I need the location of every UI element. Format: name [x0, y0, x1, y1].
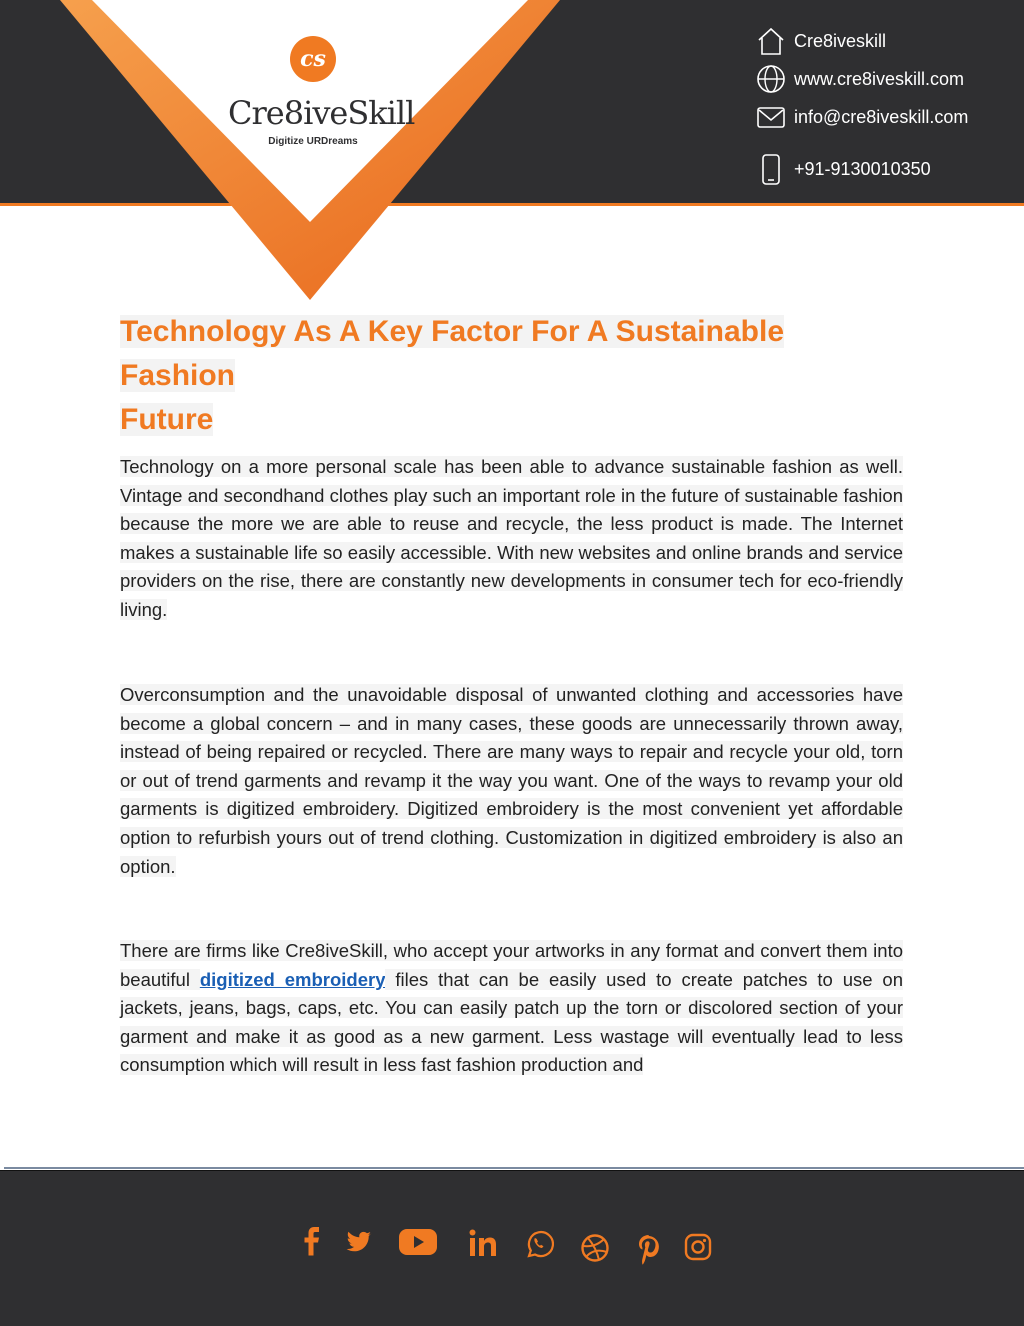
paragraph-3-text-before: There are firms like Cre8iveSkill, who accept your artworks in any format and convert them into beautiful: [120, 940, 903, 990]
company-logo[interactable]: [228, 36, 415, 156]
contact-email-text: info@cre8iveskill.com: [794, 107, 969, 127]
contact-company-text: Cre8iveskill: [794, 31, 887, 51]
contact-phone-text: +91-9130010350: [794, 159, 931, 179]
contact-email[interactable]: [756, 102, 1016, 134]
paragraph-3-text-after: files that can be easily used to create patches to use on jackets, jeans, bags, caps, etc. You can easily patch up the torn or discolored section of your garment and make it as good as a new garment. Less wastage will eventually lead to less consumption which will result in less fast fashion production and: [120, 968, 903, 1076]
paragraph-1-text: Technology on a more personal scale has been able to advance sustainable fashion as well. Vintage and secondhand clothes play such an important role in the future of sustainable fashion because the more we are able to reuse and recycle, the less product is made. The Internet makes a sustainable life so easily accessible. With new websites and online brands and service providers on the rise, there are constantly new developments in consumer tech for eco-friendly living.: [120, 456, 903, 620]
globe-icon: [756, 64, 786, 94]
facebook-icon[interactable]: [300, 1223, 322, 1257]
paragraph-3: [120, 937, 903, 1080]
dribbble-icon[interactable]: [580, 1233, 610, 1263]
article-title: [120, 310, 880, 442]
phone-icon: [756, 154, 786, 186]
footer-divider: [4, 1167, 1024, 1169]
paragraph-2: [120, 681, 903, 881]
home-icon: [756, 26, 786, 56]
article-title-line1: Technology As A Key Factor For A Sustainable Fashion: [120, 315, 784, 392]
page-footer: [0, 1170, 1024, 1326]
contact-company: [756, 26, 1016, 58]
mail-icon: [756, 102, 786, 132]
contact-website-text: www.cre8iveskill.com: [794, 69, 965, 89]
paragraph-1: [120, 453, 903, 625]
logo-tagline: Digitize URDreams: [268, 136, 358, 147]
pinterest-icon[interactable]: [636, 1233, 662, 1265]
logo-mark: cs: [290, 36, 336, 82]
article-title-line2: Future: [120, 403, 214, 436]
contact-website[interactable]: [756, 64, 1016, 96]
paragraph-2-text: Overconsumption and the unavoidable disposal of unwanted clothing and accessories have become a global concern – and in many cases, these goods are unnecessarily thrown away, instead of being repaired or recycled. There are many ways to repair and recycle your old, torn or out of trend garments and revamp it the way you want. One of the ways to revamp your old garments is digitized embroidery. Digitized embroidery is the most convenient yet affordable option to refurbish yours out of trend clothing. Customization in digitized embroidery is also an option.: [120, 684, 903, 877]
twitter-icon[interactable]: [344, 1231, 372, 1255]
whatsapp-icon[interactable]: [524, 1229, 554, 1259]
linkedin-icon[interactable]: [468, 1229, 498, 1257]
contact-phone[interactable]: [756, 154, 1016, 186]
logo-name: Cre8iveSkill: [228, 94, 415, 132]
youtube-icon[interactable]: [398, 1227, 438, 1257]
instagram-icon[interactable]: [684, 1233, 712, 1261]
digitized-embroidery-link[interactable]: digitized embroidery: [199, 968, 386, 990]
